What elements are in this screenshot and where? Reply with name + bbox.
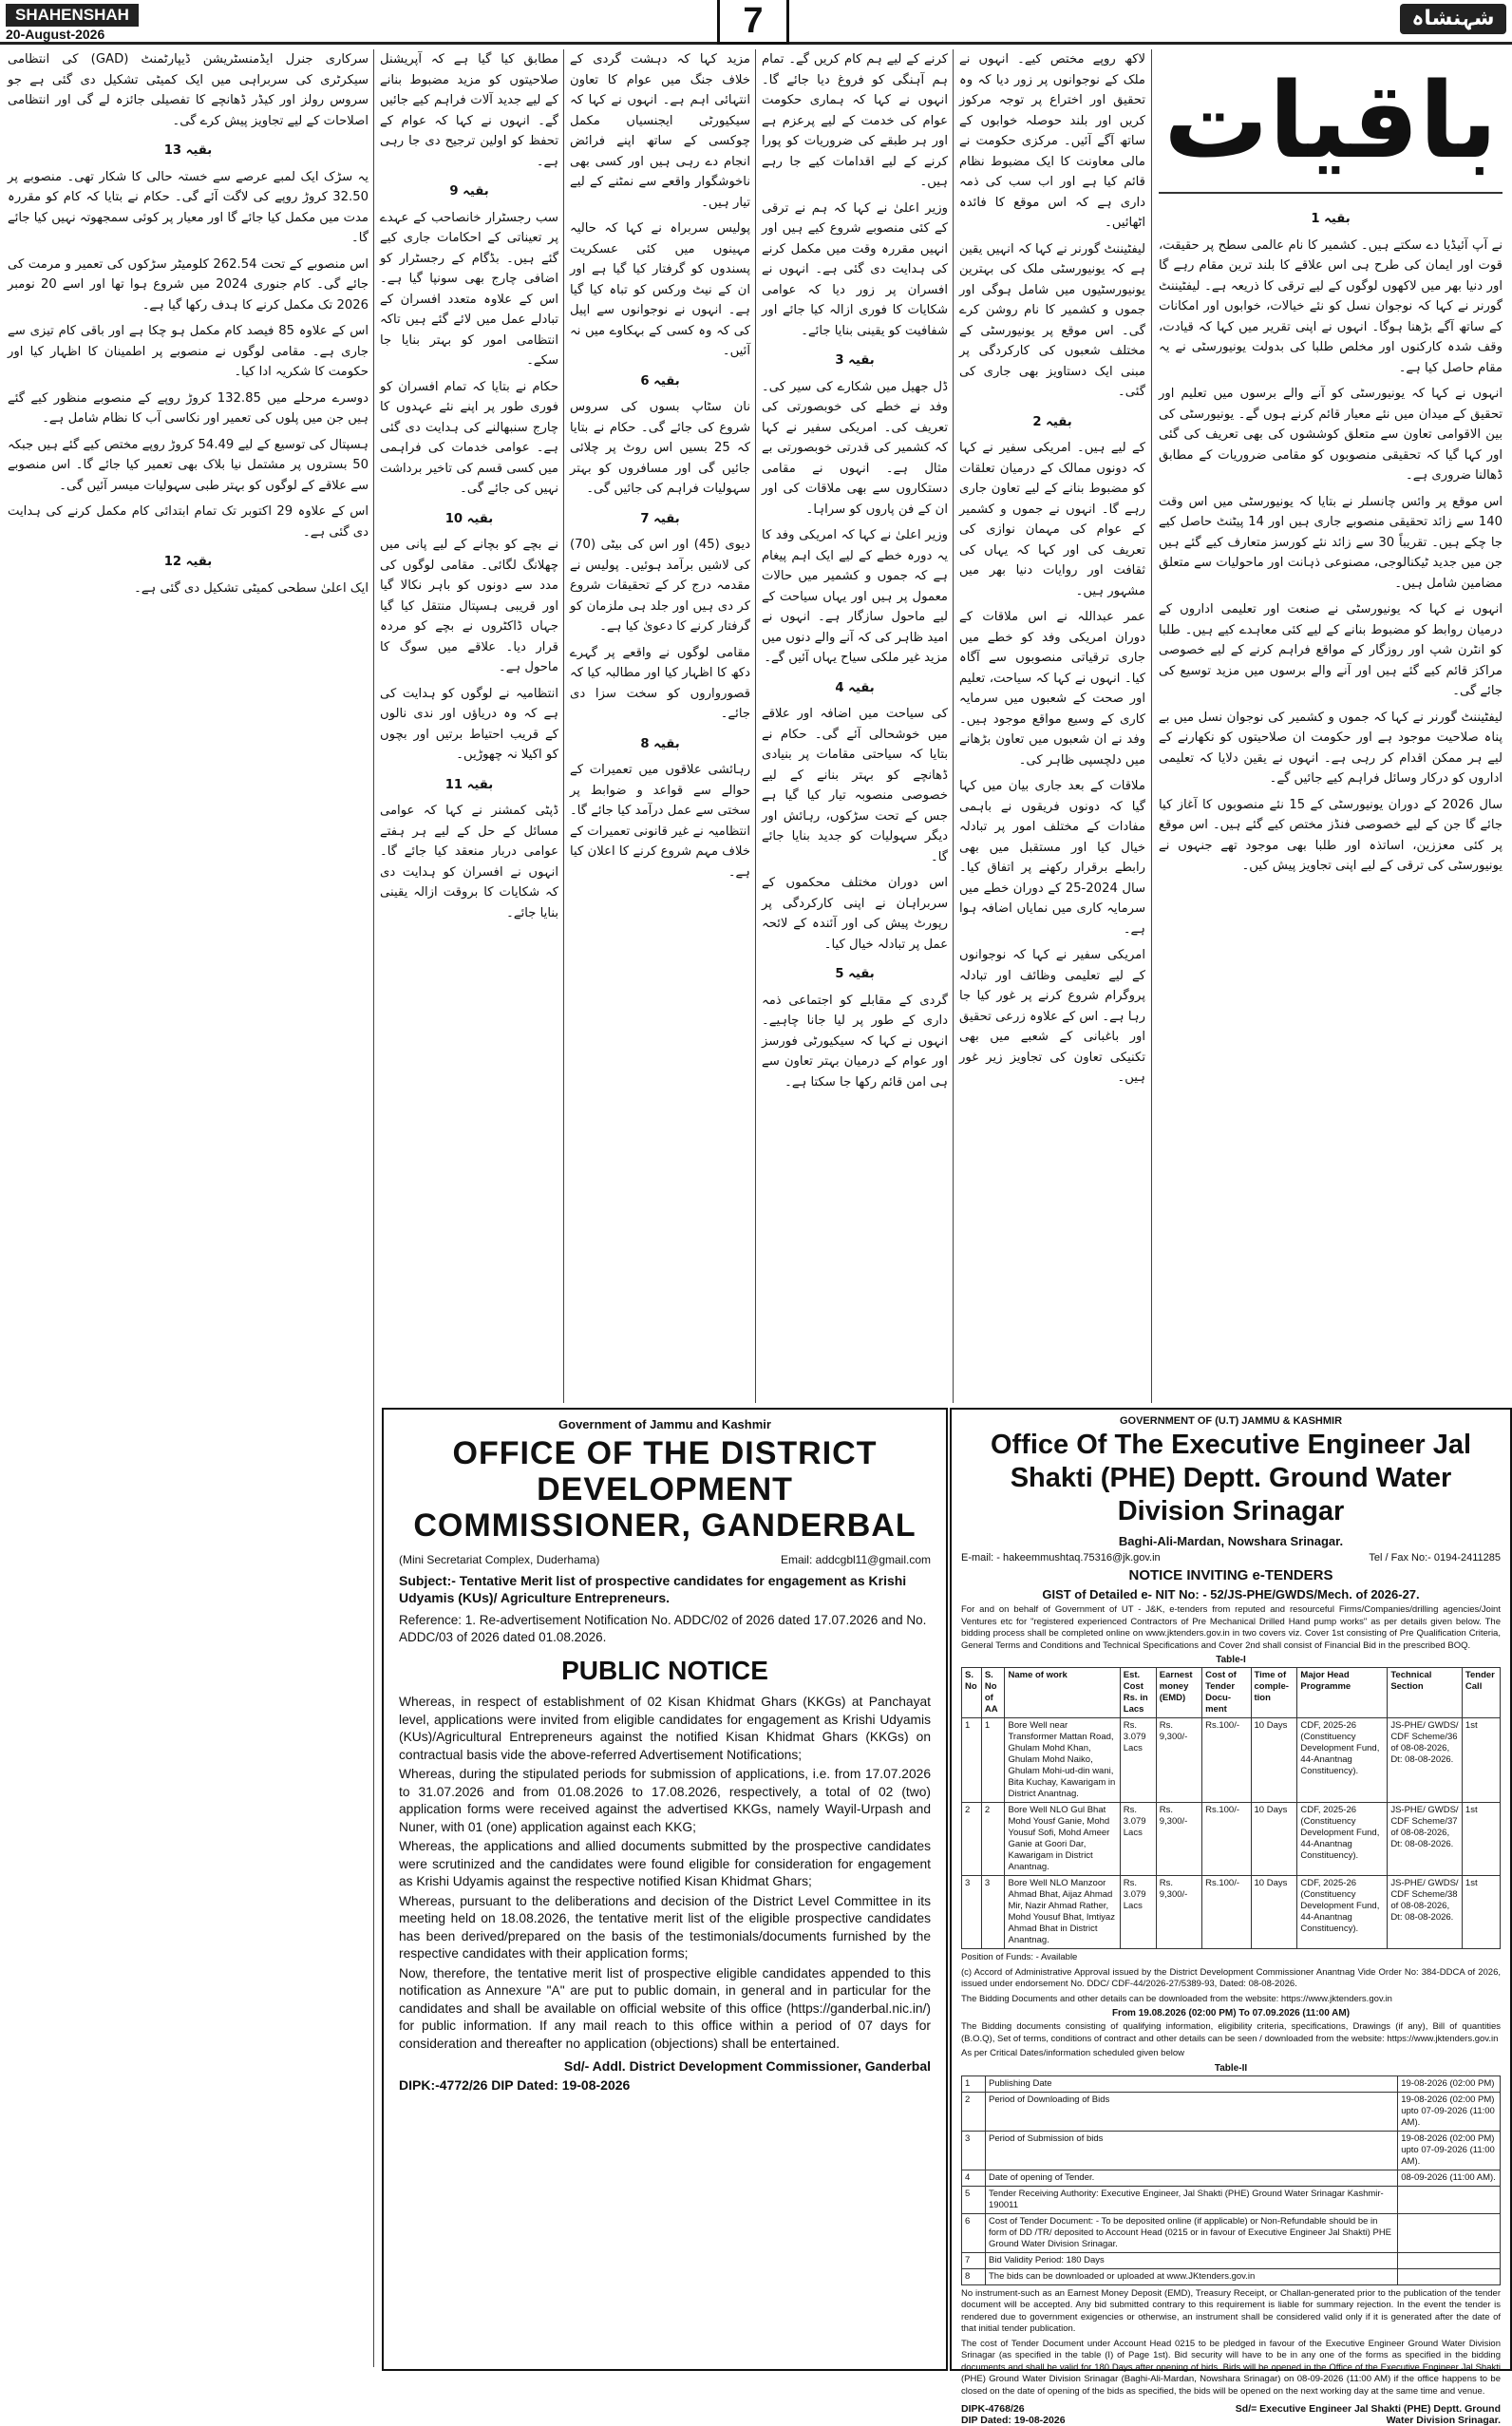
article-paragraph: انہوں نے کہا کہ یونیورسٹی کو آنے والے برسوں میں تعلیم اور تحقیق کے میدان میں نئے معیار قائم کرنے ہوں گے۔ یونیورسٹی کی بین الاقوامی تعاون سے متعلق کوششوں کی بھی تعریف کی گئی اور کہا گیا کہ تحقیقی منصوبوں کو مقامی ضروریات کے مطابق ڈھالنا ضروری ہے۔: [1159, 387, 1503, 483]
table-cell: JS-PHE/ GWDS/ CDF Scheme/36 of 08-08-2026, Dt: 08-08-2026.: [1388, 1718, 1463, 1803]
column-header: Major Head Programme: [1297, 1668, 1388, 1718]
page-number: 7: [717, 0, 789, 45]
table-cell: 4: [962, 2170, 986, 2186]
ad-paragraph: Now, therefore, the tentative merit list of prospective eligible candidates appended to this notification as Annexure "A" are put to public domain, in general and in particular for the candidates and shall be available on official website of this office (https://ganderbal.nic.in/) for public information. If any mail reach to this office within a period of 07 days for consideration and thereafter no application (objections) shall be entertained.: [399, 1965, 931, 2051]
table-cell: Rs. 9,300/-: [1156, 1803, 1201, 1876]
table-cell: 1st: [1462, 1876, 1500, 1949]
article-paragraph: انہوں نے کہا کہ یونیورسٹی نے صنعت اور تعلیمی اداروں کے درمیان روابط کو مضبوط بنانے کے لیے کئی معاہدے کیے ہیں۔ طلبا کو انٹرن شپ اور روزگار کے مواقع فراہم کرنے کے لیے خصوصی مراکز قائم کیے گئے ہیں اور آنے والے برسوں میں مزید توسیع کی جائے گی۔: [1159, 602, 1503, 698]
table-cell: Cost of Tender Document: - To be deposited online (if applicable) or Non-Refundable should be in form of DD /TR/ deposited to Account Head (0215 or in favour of Executive Engineer Jal Shakti) PHE Ground Water Division Srinagar.: [986, 2213, 1398, 2252]
article-paragraph: انتظامیہ نے لوگوں کو ہدایت کی ہے کہ وہ دریاؤں اور ندی نالوں کے قریب احتیاط برتیں اور بچوں کو اکیلا نہ چھوڑیں۔: [380, 686, 558, 762]
table-cell: Rs. 3.079 Lacs: [1120, 1876, 1156, 1949]
table-cell: 1: [981, 1718, 1005, 1803]
column-divider: [953, 49, 954, 1403]
column-header: Earnest money (EMD): [1156, 1668, 1201, 1718]
article-paragraph: دیوی (45) اور اس کی بیٹی (70) کی لاشیں برآمد ہوئیں۔ پولیس نے مقدمہ درج کر کے تحقیقات شروع کر دی ہیں اور جلد ہی ملزمان کو گرفتار کرنے کا دعویٰ کیا ہے۔: [570, 538, 750, 634]
critical-dates-table: [961, 2075, 1501, 2285]
article-paragraph: اس کے علاوہ 85 فیصد کام مکمل ہو چکا ہے اور باقی کام تیزی سے جاری ہے۔ مقامی لوگوں نے منصوبے پر اطمینان کا اظہار کیا اور حکومت کا شکریہ ادا کیا۔: [8, 324, 369, 379]
table-cell: 8: [962, 2268, 986, 2284]
table-row: [962, 2092, 1501, 2131]
continuation-heading: بقیہ 10: [444, 511, 494, 526]
table-cell: 10 Days: [1251, 1718, 1297, 1803]
position-of-funds: Position of Funds: - Available: [961, 1952, 1078, 1962]
article-paragraph: وزیر اعلیٰ نے کہا کہ امریکی وفد کا یہ دورہ خطے کے لیے ایک اہم پیغام ہے کہ جموں و کشمیر میں حالات معمول پر ہیں اور یہاں سیاحت کے لیے ماحول سازگار ہے۔ انہوں نے امید ظاہر کی کہ آنے والے دنوں میں مزید غیر ملکی سیاح یہاں آئیں گے۔: [762, 528, 948, 665]
news-column-1: [1159, 199, 1503, 1398]
ad-reference: Reference: 1. Re-advertisement Notification No. ADDC/02 of 2026 dated 17.07.2026 and No. ADDC/03 of 2026 dated 01.08.2026.: [399, 1613, 927, 1644]
ad-dipk: DIPK-4768/26: [961, 2403, 1025, 2415]
table1-caption: Table-I: [1216, 1655, 1246, 1665]
continuation-heading: بقیہ 11: [444, 777, 494, 792]
article-paragraph: اس کے علاوہ 29 اکتوبر تک تمام ابتدائی کام مکمل کرنے کی ہدایت دی گئی ہے۔: [8, 504, 369, 540]
ad-office-title: OFFICE OF THE DISTRICT DEVELOPMENT COMMISSIONER, GANDERBAL: [413, 1435, 917, 1544]
continuation-heading: بقیہ 2: [1032, 414, 1072, 429]
ad-gov-line: GOVERNMENT OF (U.T) JAMMU & KASHMIR: [1119, 1415, 1343, 1427]
newspaper-logo: شہنشاہ: [1400, 4, 1506, 34]
article-paragraph: مطابق کیا گیا ہے کہ آپریشنل صلاحیتوں کو مزید مضبوط بنانے کے لیے جدید آلات فراہم کیے جائیں گے۔ انہوں نے کہا کہ عوام کے تحفظ کو اولین ترجیح دی جا رہی ہے۔: [380, 52, 558, 169]
article-paragraph: سال 2026 کے دوران یونیورسٹی کے 15 نئے منصوبوں کا آغاز کیا جائے گا جن کے لیے خصوصی فنڈز مختص کیے گئے ہیں۔ اس موقع پر کئی معززین، اساتذہ اور طلبا بھی موجود تھے جنہوں نے یونیورسٹی کی ترقی کے لیے اپنی تجاویز پیش کیں۔: [1159, 797, 1503, 873]
table-row: [962, 2252, 1501, 2268]
table-cell: 3: [981, 1876, 1005, 1949]
table-cell: 5: [962, 2186, 986, 2213]
ad-email: E-mail: - hakeemmushtaq.75316@jk.gov.in: [961, 1552, 1161, 1564]
continuation-heading: بقیہ 9: [449, 184, 489, 199]
issue-date: 20-August-2026: [6, 27, 105, 42]
article-paragraph: ڈپٹی کمشنر نے کہا کہ عوامی مسائل کے حل کے لیے ہر ہفتے عوامی دربار منعقد کیا جائے گا۔ انہوں نے افسران کو ہدایت دی کہ شکایات کا بروقت ازالہ یقینی بنایا جائے۔: [380, 804, 558, 920]
table-cell: Tender Receiving Authority: Executive Engineer, Jal Shakti (PHE) Ground Water Srinagar Kashmir-190011: [986, 2186, 1398, 2213]
ad-paragraph: Whereas, during the stipulated periods for submission of applications, i.e. from 17.07.2026 to 31.07.2026 and from 01.08.2026 to 17.08.2026, respectively, a total of 02 (two) application forms were received against the advertised KKGs, namely Wayil-Urpash and Nuner, with 01 (one) application against each KKG;: [399, 1767, 931, 1834]
table-cell: Bid Validity Period: 180 Days: [986, 2252, 1398, 2268]
continuation-heading: بقیہ 7: [640, 511, 680, 526]
table-cell: [1398, 2213, 1501, 2252]
table-cell: 3: [962, 2131, 986, 2170]
table-cell: Rs. 3.079 Lacs: [1120, 1718, 1156, 1803]
continuation-heading: بقیہ 4: [835, 680, 875, 695]
ad-email: Email: addcgbl11@gmail.com: [780, 1553, 931, 1566]
table-cell: Rs.100/-: [1202, 1876, 1251, 1949]
article-paragraph: نے بچے کو بچانے کے لیے پانی میں چھلانگ لگائی۔ مقامی لوگوں کی مدد سے دونوں کو باہر نکالا گیا اور قریبی ہسپتال منتقل کیا گیا جہاں ڈاکٹروں نے بچے کو مردہ قرار دیا۔ علاقے میں سوگ کا ماحول ہے۔: [380, 538, 558, 674]
cost-note: The cost of Tender Document under Account Head 0215 to be pledged in favour of the Executive Engineer Ground Water Division Srinagar (as specified in the table (I) of Page 1st). Bid security will have to be in any one of the forms as specified in the bidding documents and shall be valid for 180 Days after opening of bids. Bids will be opened in the Office of the Executive Engineer Jal Shakti (PHE) Ground Water Division Srinagar (Baghi-Ali-Mardan, Nowshara Srinagar) on 08-09-2026 (11:00 AM) if the office happens to be closed on the date of opening of the bids as specified, the bids will be opened on the next working day at the same time and venue.: [961, 2338, 1501, 2397]
continuation-heading: بقیہ 12: [163, 555, 213, 569]
public-notice-title: PUBLIC NOTICE: [561, 1656, 768, 1685]
admin-approval: (c) Accord of Administrative Approval issued by the District Development Commissioner Anantnag Vide Order No: 384-DDCA of 2026, issued under endorsement No. DDC/ CDF-44/2026-27/5389-93, Dated: 08-08-2026.: [961, 1966, 1501, 1989]
table-cell: 1st: [1462, 1718, 1500, 1803]
ad-signature: Sd/- Addl. District Development Commissioner, Ganderbal: [563, 2058, 931, 2074]
ad-contact-row: [961, 1552, 1501, 1564]
table-cell: 6: [962, 2213, 986, 2252]
article-paragraph: ڈل جھیل میں شکارے کی سیر کی۔ وفد نے خطے کی خوبصورتی کی تعریف کی۔ امریکی سفیر نے کہا کہ کشمیر کی قدرتی خوبصورتی بے مثال ہے۔ انہوں نے مقامی دستکاروں سے بھی ملاقات کی اور ان کے فن پاروں کو سراہا۔: [762, 379, 948, 517]
tender-works-table: [961, 1667, 1501, 1949]
table-cell: Bore Well near Transformer Mattan Road, Ghulam Mohd Khan, Ghulam Mohd Naiko, Ghulam Mohi-ud-din wani, Bita Kuchay, Kawarigam in District Anantnag.: [1005, 1718, 1120, 1803]
article-paragraph: وزیر اعلیٰ نے کہا کہ ہم نے ترقی کے کئی منصوبے شروع کیے ہیں اور انہیں مقررہ وقت میں مکمل کرنے کی ہدایت دی گئی ہے۔ انہوں نے افسران پر زور دیا کہ عوامی شکایات کا فوری ازالہ کیا جائے اور شفافیت کو یقینی بنایا جائے۔: [762, 200, 948, 338]
table-cell: [1398, 2186, 1501, 2213]
table-cell: Rs.100/-: [1202, 1803, 1251, 1876]
table-cell: 1: [962, 1718, 982, 1803]
table-cell: 3: [962, 1876, 982, 1949]
table-row: [962, 1718, 1501, 1803]
continuation-heading: بقیہ 8: [640, 736, 680, 751]
column-header: S. No: [962, 1668, 982, 1718]
article-paragraph: یہ سڑک ایک لمبے عرصے سے خستہ حالی کا شکار تھی۔ منصوبے پر 32.50 کروڑ روپے کی لاگت آئے گی۔ حکام نے بتایا کہ کام کو مقررہ مدت میں مکمل کیا جائے گا اور معیار پر کوئی سمجھوتہ نہیں کیا جائے گا۔: [8, 169, 369, 245]
continuation-heading: بقیہ 13: [163, 143, 213, 158]
section-title: باقیات: [1159, 49, 1503, 194]
table-cell: [1398, 2268, 1501, 2284]
column-divider: [1151, 49, 1152, 1403]
table-cell: CDF, 2025-26 (Constituency Development Fund, 44-Anantnag Constituency).: [1297, 1876, 1388, 1949]
table-cell: 19-08-2026 (02:00 PM): [1398, 2075, 1501, 2092]
article-paragraph: کے لیے ہیں۔ امریکی سفیر نے کہا کہ دونوں ممالک کے درمیان تعلقات کو مضبوط بنانے کے لیے تعاون جاری رہے گا۔ انہوں نے جموں و کشمیر کے عوام کی مہمان نوازی کی تعریف کی اور کہا کہ یہاں کی ثقافت اور روایات دنیا بھر میں مشہور ہیں۔: [959, 441, 1145, 598]
ad-office-title: Office Of The Executive Engineer Jal Shakti (PHE) Deptt. Ground Water Division Srinagar: [990, 1430, 1472, 1526]
table-cell: Bore Well NLO Manzoor Ahmad Bhat, Aijaz Ahmad Mir, Nazir Ahmad Rather, Mohd Yousuf Bhat, Imtiyaz Ahmad Bhat in District Anantnag.: [1005, 1876, 1120, 1949]
table-cell: 1: [962, 2075, 986, 2092]
table-row: [962, 2186, 1501, 2213]
table-cell: 19-08-2026 (02:00 PM) upto 07-09-2026 (11:00 AM).: [1398, 2092, 1501, 2131]
table-cell: 7: [962, 2252, 986, 2268]
article-paragraph: اس منصوبے کے تحت 262.54 کلومیٹر سڑکوں کی تعمیر و مرمت کی جائے گی۔ کام جنوری 2024 میں شروع ہوا تھا اور اسے 20 نومبر 2026 تک مکمل کرنے کا ہدف رکھا گیا ہے۔: [8, 256, 369, 313]
table-row: [962, 2131, 1501, 2170]
table-cell: Rs. 3.079 Lacs: [1120, 1803, 1156, 1876]
nit-intro: For and on behalf of Government of UT - J&K, e-tenders from reputed and resourceful Firms/Companies/drilling agencies/Joint Ventures etc for "registered experienced Contractors of Pre Mechanical Drilled Hand pump works" as per details given below. The bidding process shall be completed online on www.jktenders.gov.in in two covers viz. Cover 1st consisting of Pre Qualification Criteria, General Terms and Conditions and Technical Specifications and Cover 2nd shall consist of Financial Bid in the prescribed BOQ.: [961, 1604, 1501, 1651]
table-cell: Period of Submission of bids: [986, 2131, 1398, 2170]
article-paragraph: ایک اعلیٰ سطحی کمیٹی تشکیل دی گئی ہے۔: [134, 580, 369, 596]
column-header: S. No of AA: [981, 1668, 1005, 1718]
column-divider: [755, 49, 756, 1403]
news-column-3: [762, 49, 948, 1403]
critical-dates-caption: As per Critical Dates/information scheduled given below: [961, 2048, 1184, 2058]
nit-gist: GIST of Detailed e- NIT No: - 52/JS-PHE/GWDS/Mech. of 2026-27.: [1042, 1587, 1420, 1602]
table-row: [962, 2268, 1501, 2284]
article-paragraph: ہسپتال کی توسیع کے لیے 54.49 کروڑ روپے مختص کیے گئے ہیں جبکہ 50 بستروں پر مشتمل نیا بلاک بھی تعمیر کیا جائے گا۔ اس منصوبے سے علاقے کے لوگوں کو بہتر طبی سہولیات میسر آئیں گی۔: [8, 437, 369, 493]
news-column-5: [380, 49, 558, 1403]
article-paragraph: اس دوران مختلف محکموں کے سربراہان نے اپنی کارکردگی پر رپورٹ پیش کی اور آئندہ کے لائحہ عمل پر تبادلہ خیال کیا۔: [762, 876, 948, 952]
ad-address: (Mini Secretariat Complex, Duderhama): [399, 1553, 600, 1566]
continuation-heading: بقیہ 6: [640, 373, 680, 389]
article-paragraph: پولیس سربراہ نے کہا کہ حالیہ مہینوں میں کئی عسکریت پسندوں کو گرفتار کیا گیا ہے اور ان کے نیٹ ورکس کو تباہ کیا گیا ہے۔ انہوں نے نوجوانوں سے اپیل کی کہ وہ کسی کے بہکاوے میں نہ آئیں۔: [570, 221, 750, 358]
column-divider: [373, 49, 374, 2367]
ad-gov-line: Government of Jammu and Kashmir: [558, 1417, 771, 1431]
article-paragraph: حکام نے بتایا کہ تمام افسران کو فوری طور پر اپنے نئے عہدوں کا چارج سنبھالنے کی ہدایت دی گئی ہے۔ عوامی خدمات کی فراہمی میں کسی قسم کی تاخیر برداشت نہیں کی جائے گی۔: [380, 379, 558, 496]
table2-caption: Table-II: [1214, 2062, 1248, 2074]
download-note: The Bidding Documents and other details can be downloaded from the website: https://www.jktenders.gov.in: [961, 1993, 1392, 2004]
article-paragraph: سب رجسٹرار خانصاحب کے عہدے پر تعیناتی کے احکامات جاری کیے گئے ہیں۔ بڈگام کے رجسٹرار کو اضافی چارج بھی سونپا گیا ہے۔ اس کے علاوہ متعدد افسران کے تبادلے عمل میں لائے گئے ہیں تاکہ انتظامی امور کو بہتر بنایا جا سکے۔: [380, 210, 558, 368]
column-header: Tender Call: [1462, 1668, 1500, 1718]
table-cell: Rs. 9,300/-: [1156, 1718, 1201, 1803]
column-header: Est. Cost Rs. in Lacs: [1120, 1668, 1156, 1718]
bidding-docs-note: The Bidding documents consisting of qualifying information, eligibility criteria, specifications, Drawings (if any), Bill of quantities (B.O.Q), Set of terms, conditions of contract and other details can be seen / downloaded from the website: https://www.jktenders.gov.in: [961, 2021, 1501, 2044]
table-cell: [1398, 2252, 1501, 2268]
continuation-heading: بقیہ 5: [835, 967, 875, 981]
table-body: [962, 1718, 1501, 1949]
ad-telfax: Tel / Fax No:- 0194-2411285: [1369, 1552, 1501, 1564]
table-cell: CDF, 2025-26 (Constituency Development Fund, 44-Anantnag Constituency).: [1297, 1803, 1388, 1876]
table-cell: 2: [962, 2092, 986, 2131]
table-cell: Date of opening of Tender.: [986, 2170, 1398, 2186]
table-cell: Publishing Date: [986, 2075, 1398, 2092]
article-paragraph: عمر عبداللہ نے اس ملاقات کے دوران امریکی وفد کو خطے میں جاری ترقیاتی منصوبوں سے آگاہ کیا۔ انہوں نے کہا کہ سیاحت، تعلیم اور صحت کے شعبوں میں سرمایہ کاری کے وسیع مواقع موجود ہیں۔ وفد نے ان شعبوں میں تعاون بڑھانے میں دلچسپی ظاہر کی۔: [959, 610, 1145, 768]
table-cell: JS-PHE/ GWDS/ CDF Scheme/38 of 08-08-2026, Dt: 08-08-2026.: [1388, 1876, 1463, 1949]
article-paragraph: کی سیاحت میں اضافہ اور علاقے میں خوشحالی آئے گی۔ حکام نے بتایا کہ سیاحتی مقامات پر بنیادی ڈھانچے کو بہتر بنانے کے لیے خصوصی منصوبہ تیار کیا گیا ہے جس کے تحت سڑکوں، رہائش اور دیگر سہولیات کو جدید بنایا جائے گا۔: [762, 707, 948, 864]
bid-period: From 19.08.2026 (02:00 PM) To 07.09.2026 (11:00 AM): [1111, 2008, 1351, 2019]
nit-title: NOTICE INVITING e-TENDERS: [1128, 1567, 1333, 1583]
article-paragraph: لاکھ روپے مختص کیے۔ انہوں نے ملک کے نوجوانوں پر زور دیا کہ وہ تحقیق اور اختراع پر توجہ مرکوز کریں اور بلند حوصلہ خوابوں کے ساتھ آگے آئیں۔ مرکزی حکومت نے مالی معاونت کا ایک مضبوط نظام قائم کیا ہے اور اب سب کی ذمہ داری ہے کہ اس موقع کا فائدہ اٹھائیں۔: [959, 52, 1145, 230]
news-column-2: [959, 49, 1145, 1403]
ad-ganderbal-public-notice: [382, 1408, 948, 2371]
column-divider: [563, 49, 564, 1403]
table-cell: 08-09-2026 (11:00 AM).: [1398, 2170, 1501, 2186]
column-header: Cost of Tender Docu-ment: [1202, 1668, 1251, 1718]
table-row: [962, 2170, 1501, 2186]
article-paragraph: رہائشی علاقوں میں تعمیرات کے حوالے سے قواعد و ضوابط پر سختی سے عمل درآمد کیا جائے گا۔ انتظامیہ نے غیر قانونی تعمیرات کے خلاف مہم شروع کرنے کا اعلان کیا ہے۔: [570, 763, 750, 880]
column-header: Technical Section: [1388, 1668, 1463, 1718]
news-column-4: [570, 49, 750, 1403]
article-paragraph: لیفٹیننٹ گورنر نے کہا کہ انہیں یقین ہے کہ یونیورسٹی ملک کی بہترین یونیورسٹیوں میں شامل ہوگی اور جموں و کشمیر کا نام روشن کرے گی۔ اس موقع پر یونیورسٹی کے مختلف شعبوں کی کارکردگی پر مبنی ایک دستاویز بھی جاری کی گئی۔: [959, 241, 1145, 399]
emd-note: No instrument-such as an Earnest Money Deposit (EMD), Treasury Receipt, or Challan-generated prior to the publication of the tender document will be accepted. Any bid submitted contrary to this requirement is liable for summary rejection. In the event the tender is rendered due to government exigencies or otherwise, an instrument shall be considered valid only if it is generated after the date of that initial tender publication.: [961, 2287, 1501, 2334]
article-paragraph: نے آپ آئیڈیا دے سکتے ہیں۔ کشمیر کا نام عالمی سطح پر حقیقت، قوت اور ایمان کی طرح ہی اس علاقے کا بلند ترین مقام رہے گا اور دنیا بھر میں لاکھوں لوگوں کے لیے ترقی کا ذریعہ ہے۔ لیفٹیننٹ گورنر نے کہا کہ نوجوان نسل کو نئے خیالات، خوابوں اور امکانات کے ساتھ آگے بڑھنا ہوگا۔ انہوں نے اپنی تقریر میں کہا کہ قیادت، وقف شدہ کارکنوں اور مخلص طلبا کی بدولت یونیورسٹی نے یہ مقام حاصل کیا ہے۔: [1159, 237, 1503, 375]
article-paragraph: مقامی لوگوں نے واقعے پر گہرے دکھ کا اظہار کیا اور مطالبہ کیا کہ قصورواروں کو سخت سزا دی جائے۔: [570, 645, 750, 721]
ad-signature: Sd/= Executive Engineer Jal Shakti (PHE) Deptt. Ground Water Division Srinagar.: [1235, 2403, 1501, 2426]
article-paragraph: نان سٹاپ بسوں کی سروس شروع کی جائے گی۔ حکام نے بتایا کہ 25 بسیں اس روٹ پر چلائی جائیں گی اور مسافروں کو بہتر سہولیات فراہم کی جائیں گی۔: [570, 400, 750, 496]
table-cell: CDF, 2025-26 (Constituency Development Fund, 44-Anantnag Constituency).: [1297, 1718, 1388, 1803]
article-paragraph: ملاقات کے بعد جاری بیان میں کہا گیا کہ دونوں فریقوں نے باہمی مفادات کے مختلف امور پر تبادلہ خیال کیا اور مستقبل میں بھی رابطے برقرار رکھنے پر اتفاق کیا۔ سال 2024-25 کے دوران خطے میں سرمایہ کاری میں نمایاں اضافہ ہوا ہے۔: [959, 779, 1146, 937]
article-paragraph: کرنے کے لیے ہم کام کریں گے۔ تمام ہم آہنگی کو فروغ دیا جائے گا۔ انہوں نے کہا کہ ہماری حکومت عوام کی خدمت کے لیے پرعزم ہے اور ہر طبقے کی ضروریات کو پورا کرنے کے لیے اقدامات کیے جا رہے ہیں۔: [762, 52, 948, 189]
continuation-heading: بقیہ 1: [1311, 212, 1351, 226]
table-cell: 2: [962, 1803, 982, 1876]
column-header: Name of work: [1005, 1668, 1120, 1718]
article-paragraph: اس موقع پر وائس چانسلر نے بتایا کہ یونیورسٹی میں اس وقت 140 سے زائد تحقیقی منصوبے جاری ہیں اور 14 پیٹنٹ حاصل کیے جا چکے ہیں۔ تقریباً 30 سے زائد نئے کورسز متعارف کیے گئے ہیں جن میں جدید ٹیکنالوجی، مصنوعی ذہانت اور ماحولیات سے متعلق مضامین شامل ہیں۔: [1159, 494, 1503, 591]
table-row: [962, 1876, 1501, 1949]
ad-body: [384, 1694, 946, 2053]
article-paragraph: امریکی سفیر نے کہا کہ نوجوانوں کے لیے تعلیمی وظائف اور تبادلہ پروگرام شروع کرنے پر غور کیا جا رہا ہے۔ اس کے علاوہ زرعی تحقیق اور باغبانی کے شعبے میں بھی تکنیکی تعاون کی تجاویز زیر غور ہیں۔: [959, 948, 1145, 1085]
table-cell: Period of Downloading of Bids: [986, 2092, 1398, 2131]
ad-subject: Subject:- Tentative Merit list of prospective candidates for engagement as Krishi Udyamis (KUs)/ Agriculture Entrepreneurs.: [399, 1573, 907, 1605]
continuation-heading: بقیہ 3: [835, 353, 875, 368]
article-paragraph: گردی کے مقابلے کو اجتماعی ذمہ داری کے طور پر لیا جانا چاہیے۔ انہوں نے کہا کہ سیکیورٹی فورسز اور عوام کے درمیان بہتر تعاون سے ہی امن قائم رکھا جا سکتا ہے۔: [762, 993, 948, 1090]
table-row: [962, 2075, 1501, 2092]
table-cell: 10 Days: [1251, 1803, 1297, 1876]
article-paragraph: دوسرے مرحلے میں 132.85 کروڑ روپے کے منصوبے منظور کیے گئے ہیں جن میں پلوں کی تعمیر اور نکاسی آب کا نظام شامل ہے۔: [8, 390, 369, 426]
ad-paragraph: Whereas, in respect of establishment of 02 Kisan Khidmat Ghars (KKGs) at Panchayat level, applications were invited from eligible candidates for engagement as Krishi Udyamis (KUs)/Agricultural Entrepreneurs against the notified Kisan Khidmat Ghars (KKGs) on contractual basis vide the above-referred Advertisement Notifications;: [399, 1695, 931, 1762]
table-cell: Bore Well NLO Gul Bhat Mohd Yousf Ganie, Mohd Yousuf Sofi, Mohd Ameer Ganie at Goori Dar, Kawarigam in District Anantnag.: [1005, 1803, 1120, 1876]
article-paragraph: سرکاری جنرل ایڈمنسٹریشن ڈیپارٹمنٹ (GAD) کی انتظامی سیکرٹری کی سربراہی میں ایک کمیٹی تشکیل دی گئی ہے جو سروس رولز اور کیڈر ڈھانچے کا تفصیلی جائزہ لے گی اور انتظامی اصلاحات کے لیے تجاویز پیش کرے گی۔: [8, 52, 369, 128]
table-cell: 2: [981, 1803, 1005, 1876]
table-cell: The bids can be downloaded or uploaded at www.JKtenders.gov.in: [986, 2268, 1398, 2284]
ad-footer: [961, 2403, 1501, 2426]
masthead-name: SHAHENSHAH: [6, 4, 139, 27]
table-cell: Rs.100/-: [1202, 1718, 1251, 1803]
article-paragraph: مزید کہا کہ دہشت گردی کے خلاف جنگ میں عوام کا تعاون انتہائی اہم ہے۔ انہوں نے کہا کہ سیکیورٹی ایجنسیاں مکمل چوکسی کے ساتھ اپنے فرائض انجام دے رہی ہیں اور کسی بھی ناخوشگوار واقعے سے نمٹنے کے لیے تیار ہیں۔: [570, 52, 750, 210]
ad-address: Baghi-Ali-Mardan, Nowshara Srinagar.: [1118, 1534, 1344, 1548]
table-cell: 10 Days: [1251, 1876, 1297, 1949]
ad-address-row: [399, 1553, 931, 1566]
ad-paragraph: Whereas, the applications and allied documents submitted by the prospective candidates were scrutinized and the candidates were found eligible for consideration for engagement as Krishi Udyamis against the respective notified Kisan Khidmat Ghars;: [399, 1839, 931, 1888]
table-header-row: [962, 1668, 1501, 1718]
ad-jal-shakti-tender: [950, 1408, 1512, 2426]
table-cell: 19-08-2026 (02:00 PM) upto 07-09-2026 (11:00 AM).: [1398, 2131, 1501, 2170]
news-column-6: [8, 49, 369, 2367]
column-header: Time of comple-tion: [1251, 1668, 1297, 1718]
table-body: [962, 2075, 1501, 2284]
table-cell: 1st: [1462, 1803, 1500, 1876]
page-header: [0, 0, 1512, 45]
ad-dip-dated: DIP Dated: 19-08-2026: [961, 2415, 1066, 2426]
ad-dipk: DIPK:-4772/26 DIP Dated: 19-08-2026: [399, 2077, 631, 2093]
table-row: [962, 2213, 1501, 2252]
article-paragraph: لیفٹیننٹ گورنر نے کہا کہ جموں و کشمیر کی نوجوان نسل میں بے پناہ صلاحیت موجود ہے اور حکومت ان صلاحیتوں کو نکھارنے کے لیے ہر ممکن اقدام کر رہی ہے۔ انہوں نے یقین دلایا کہ تعلیمی اداروں کو درکار وسائل فراہم کیے جائیں گے۔: [1159, 710, 1503, 786]
table-cell: Rs. 9,300/-: [1156, 1876, 1201, 1949]
table-cell: JS-PHE/ GWDS/ CDF Scheme/37 of 08-08-2026, Dt: 08-08-2026.: [1388, 1803, 1463, 1876]
ad-paragraph: Whereas, pursuant to the deliberations and decision of the District Level Committee in its meeting held on 18.08.2026, the tentative merit list of the eligible prospective candidates has been derived/prepared on the basis of the testimonials/documents furnished by the respective candidates with their application forms;: [399, 1893, 931, 1961]
table-row: [962, 1803, 1501, 1876]
